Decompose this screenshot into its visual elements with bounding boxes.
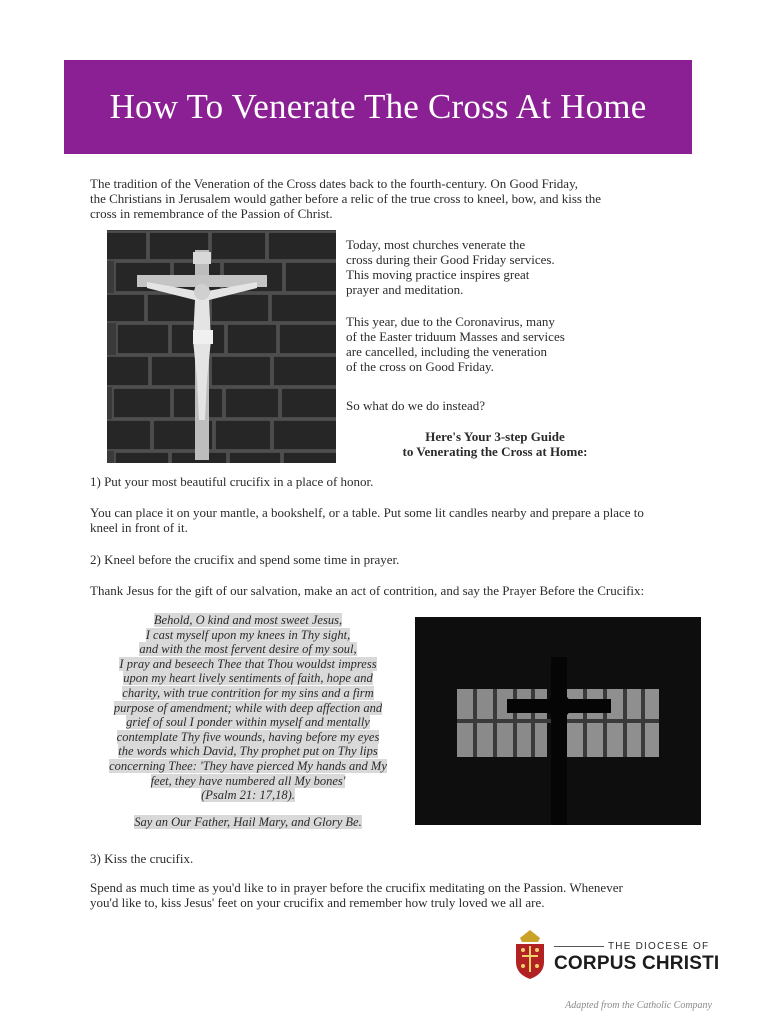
prayer-line-text: I pray and beseech Thee that Thou wouldst impress bbox=[119, 656, 377, 671]
prayer-line-text: the words which David, Thy prophet put on Thy lips bbox=[118, 744, 378, 759]
prayer-before-crucifix bbox=[88, 613, 408, 829]
text-line: kneel in front of it. bbox=[90, 520, 188, 535]
text-line: of the cross on Good Friday. bbox=[346, 359, 494, 374]
text-line: prayer and meditation. bbox=[346, 282, 464, 297]
diocese-label-text: THE DIOCESE OF bbox=[608, 941, 710, 952]
prayer-line bbox=[88, 730, 408, 745]
prayer-line bbox=[88, 671, 408, 686]
step2-title: 2) Kneel before the crucifix and spend some time in prayer. bbox=[90, 552, 400, 567]
text-line: of the Easter triduum Masses and services bbox=[346, 329, 565, 344]
diocese-name: CORPUS CHRISTI bbox=[554, 953, 720, 974]
guide-heading bbox=[330, 429, 660, 459]
step2-body: Thank Jesus for the gift of our salvation, make an act of contrition, and say the Prayer Before the Crucifix: bbox=[90, 583, 645, 598]
text-line: This moving practice inspires great bbox=[346, 267, 530, 282]
prayer-line bbox=[88, 744, 408, 759]
crucifix-wall-photo bbox=[107, 230, 336, 463]
prayer-line-text: feet, they have numbered all My bones' bbox=[150, 773, 346, 788]
diocese-label bbox=[554, 941, 709, 952]
cross-silhouette-photo bbox=[415, 617, 701, 825]
text-line: You can place it on your mantle, a bookshelf, or a table. Put some lit candles nearby and prepare a place to bbox=[90, 505, 644, 520]
source-credit: Adapted from the Catholic Company bbox=[565, 1000, 712, 1011]
prayer-line-text: purpose of amendment; while with deep affection and bbox=[113, 700, 383, 715]
prayer-line-text: I cast myself upon my knees in Thy sight, bbox=[145, 627, 351, 642]
prayer-line bbox=[88, 788, 408, 803]
prayer-line bbox=[88, 774, 408, 789]
prayer-line bbox=[88, 715, 408, 730]
prayer-line bbox=[88, 686, 408, 701]
intro-line: The tradition of the Veneration of the Cross dates back to the fourth-century. On Good Friday, bbox=[90, 176, 578, 191]
title-banner bbox=[64, 60, 692, 154]
text-line: Spend as much time as you'd like to in prayer before the crucifix meditating on the Passion. Whenever bbox=[90, 880, 623, 895]
prayer-line-text: Behold, O kind and most sweet Jesus, bbox=[153, 613, 343, 627]
prayer-line-text: concerning Thee: 'They have pierced My hands and My bbox=[109, 758, 387, 773]
prayer-line bbox=[88, 657, 408, 672]
diocese-crest-icon bbox=[512, 928, 548, 980]
step1-body bbox=[90, 505, 690, 535]
prayer-line-text: charity, with true contrition for my sins and a firm bbox=[122, 685, 374, 700]
step3-body bbox=[90, 880, 690, 910]
prayer-lines bbox=[88, 613, 408, 803]
prayer-line-text: (Psalm 21: 17,18). bbox=[201, 788, 295, 803]
prayer-closing bbox=[88, 815, 408, 830]
prayer-line bbox=[88, 642, 408, 657]
page-title: How To Venerate The Cross At Home bbox=[109, 87, 647, 126]
prayer-line bbox=[88, 613, 408, 628]
text-line: you'd like to, kiss Jesus' feet on your crucifix and remember how truly loved we all are. bbox=[90, 895, 545, 910]
intro-line: the Christians in Jerusalem would gather before a relic of the true cross to kneel, bow, and kiss the bbox=[90, 191, 602, 206]
prayer-line-text: upon my heart lively sentiments of faith, hope and bbox=[123, 671, 373, 686]
prayer-closing-text: Say an Our Father, Hail Mary, and Glory Be. bbox=[134, 814, 362, 829]
prayer-line bbox=[88, 759, 408, 774]
text-line: cross during their Good Friday services. bbox=[346, 252, 555, 267]
guide-line: to Venerating the Cross at Home: bbox=[402, 444, 588, 459]
text-line: Today, most churches venerate the bbox=[346, 237, 526, 252]
diocese-logo bbox=[512, 928, 720, 984]
churches-paragraph bbox=[346, 237, 606, 297]
prayer-line-text: grief of soul I ponder within myself and mentally bbox=[126, 715, 370, 730]
intro-paragraph bbox=[90, 176, 690, 221]
coronavirus-paragraph bbox=[346, 314, 606, 374]
text-line: This year, due to the Coronavirus, many bbox=[346, 314, 555, 329]
prayer-line-text: contemplate Thy five wounds, having before my eyes bbox=[116, 729, 380, 744]
step3-title: 3) Kiss the crucifix. bbox=[90, 851, 194, 866]
step1-title: 1) Put your most beautiful crucifix in a place of honor. bbox=[90, 474, 374, 489]
text-line: are cancelled, including the veneration bbox=[346, 344, 548, 359]
intro-line: cross in remembrance of the Passion of Christ. bbox=[90, 206, 333, 221]
prayer-line bbox=[88, 701, 408, 716]
question-text: So what do we do instead? bbox=[346, 398, 486, 413]
prayer-line bbox=[88, 628, 408, 643]
guide-line: Here's Your 3-step Guide bbox=[425, 429, 565, 444]
prayer-line-text: and with the most fervent desire of my soul, bbox=[139, 642, 357, 657]
